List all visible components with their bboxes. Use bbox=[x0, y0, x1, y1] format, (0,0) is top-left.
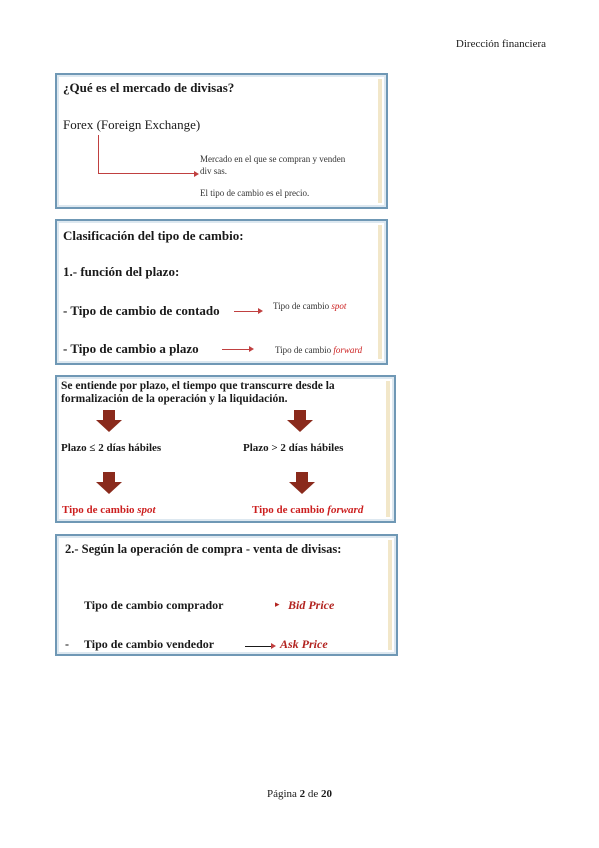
down-arrow-icon bbox=[96, 410, 122, 432]
term-text-line-2: formalización de la operación y la liquidación. bbox=[61, 393, 288, 405]
down-arrow-icon bbox=[289, 472, 315, 494]
down-arrow-icon bbox=[287, 410, 313, 432]
ask-price: Ask Price bbox=[280, 637, 328, 651]
slide-accent-bar bbox=[386, 381, 390, 517]
forex-subtitle: Forex (Foreign Exchange) bbox=[63, 117, 201, 132]
slide-title: ¿Qué es el mercado de divisas? bbox=[63, 80, 235, 95]
page-number: Página 2 de 20 bbox=[266, 788, 333, 800]
slide-term-definition bbox=[55, 375, 396, 523]
slide-accent-bar bbox=[378, 79, 382, 203]
connector-arrow-icon bbox=[98, 135, 195, 174]
right-result: Tipo de cambio forward bbox=[252, 504, 364, 516]
forward-rate-result: Tipo de cambio forward bbox=[275, 345, 363, 355]
arrow-right-icon bbox=[234, 311, 259, 312]
slide-forex-definition bbox=[55, 73, 388, 209]
left-condition: Plazo ≤ 2 días hábiles bbox=[61, 442, 162, 454]
slide-title: 2.- Según la operación de compra - venta de divisas: bbox=[65, 542, 342, 556]
arrow-right-icon bbox=[245, 646, 272, 647]
spot-rate-result: Tipo de cambio spot bbox=[273, 301, 347, 311]
slide-classification bbox=[55, 219, 388, 365]
definition-line-1: Mercado en el que se compran y venden bbox=[200, 154, 346, 164]
left-result: Tipo de cambio spot bbox=[62, 504, 156, 516]
slide-accent-bar bbox=[388, 540, 392, 650]
slide-accent-bar bbox=[378, 225, 382, 359]
slide-buy-sell bbox=[55, 534, 398, 656]
bid-price: Bid Price bbox=[288, 598, 335, 612]
definition-line-2: div sas. bbox=[200, 166, 227, 176]
arrow-right-icon bbox=[222, 349, 250, 350]
down-arrow-icon bbox=[96, 472, 122, 494]
list-dash: - bbox=[65, 637, 69, 651]
spot-rate-label: - Tipo de cambio de contado bbox=[63, 303, 220, 318]
forward-rate-label: - Tipo de cambio a plazo bbox=[63, 341, 199, 356]
document-header-title: Dirección financiera bbox=[455, 38, 546, 50]
seller-rate-label: Tipo de cambio vendedor bbox=[84, 637, 215, 651]
bullet-arrow-icon: ▸ bbox=[275, 599, 280, 609]
section-heading: 1.- función del plazo: bbox=[63, 264, 180, 279]
slide-title: Clasificación del tipo de cambio: bbox=[63, 228, 244, 243]
price-note: El tipo de cambio es el precio. bbox=[200, 188, 310, 198]
buyer-rate-label: Tipo de cambio comprador bbox=[84, 598, 224, 612]
term-text-line-1: Se entiende por plazo, el tiempo que transcurre desde la bbox=[61, 380, 335, 392]
right-condition: Plazo > 2 días hábiles bbox=[243, 442, 344, 454]
